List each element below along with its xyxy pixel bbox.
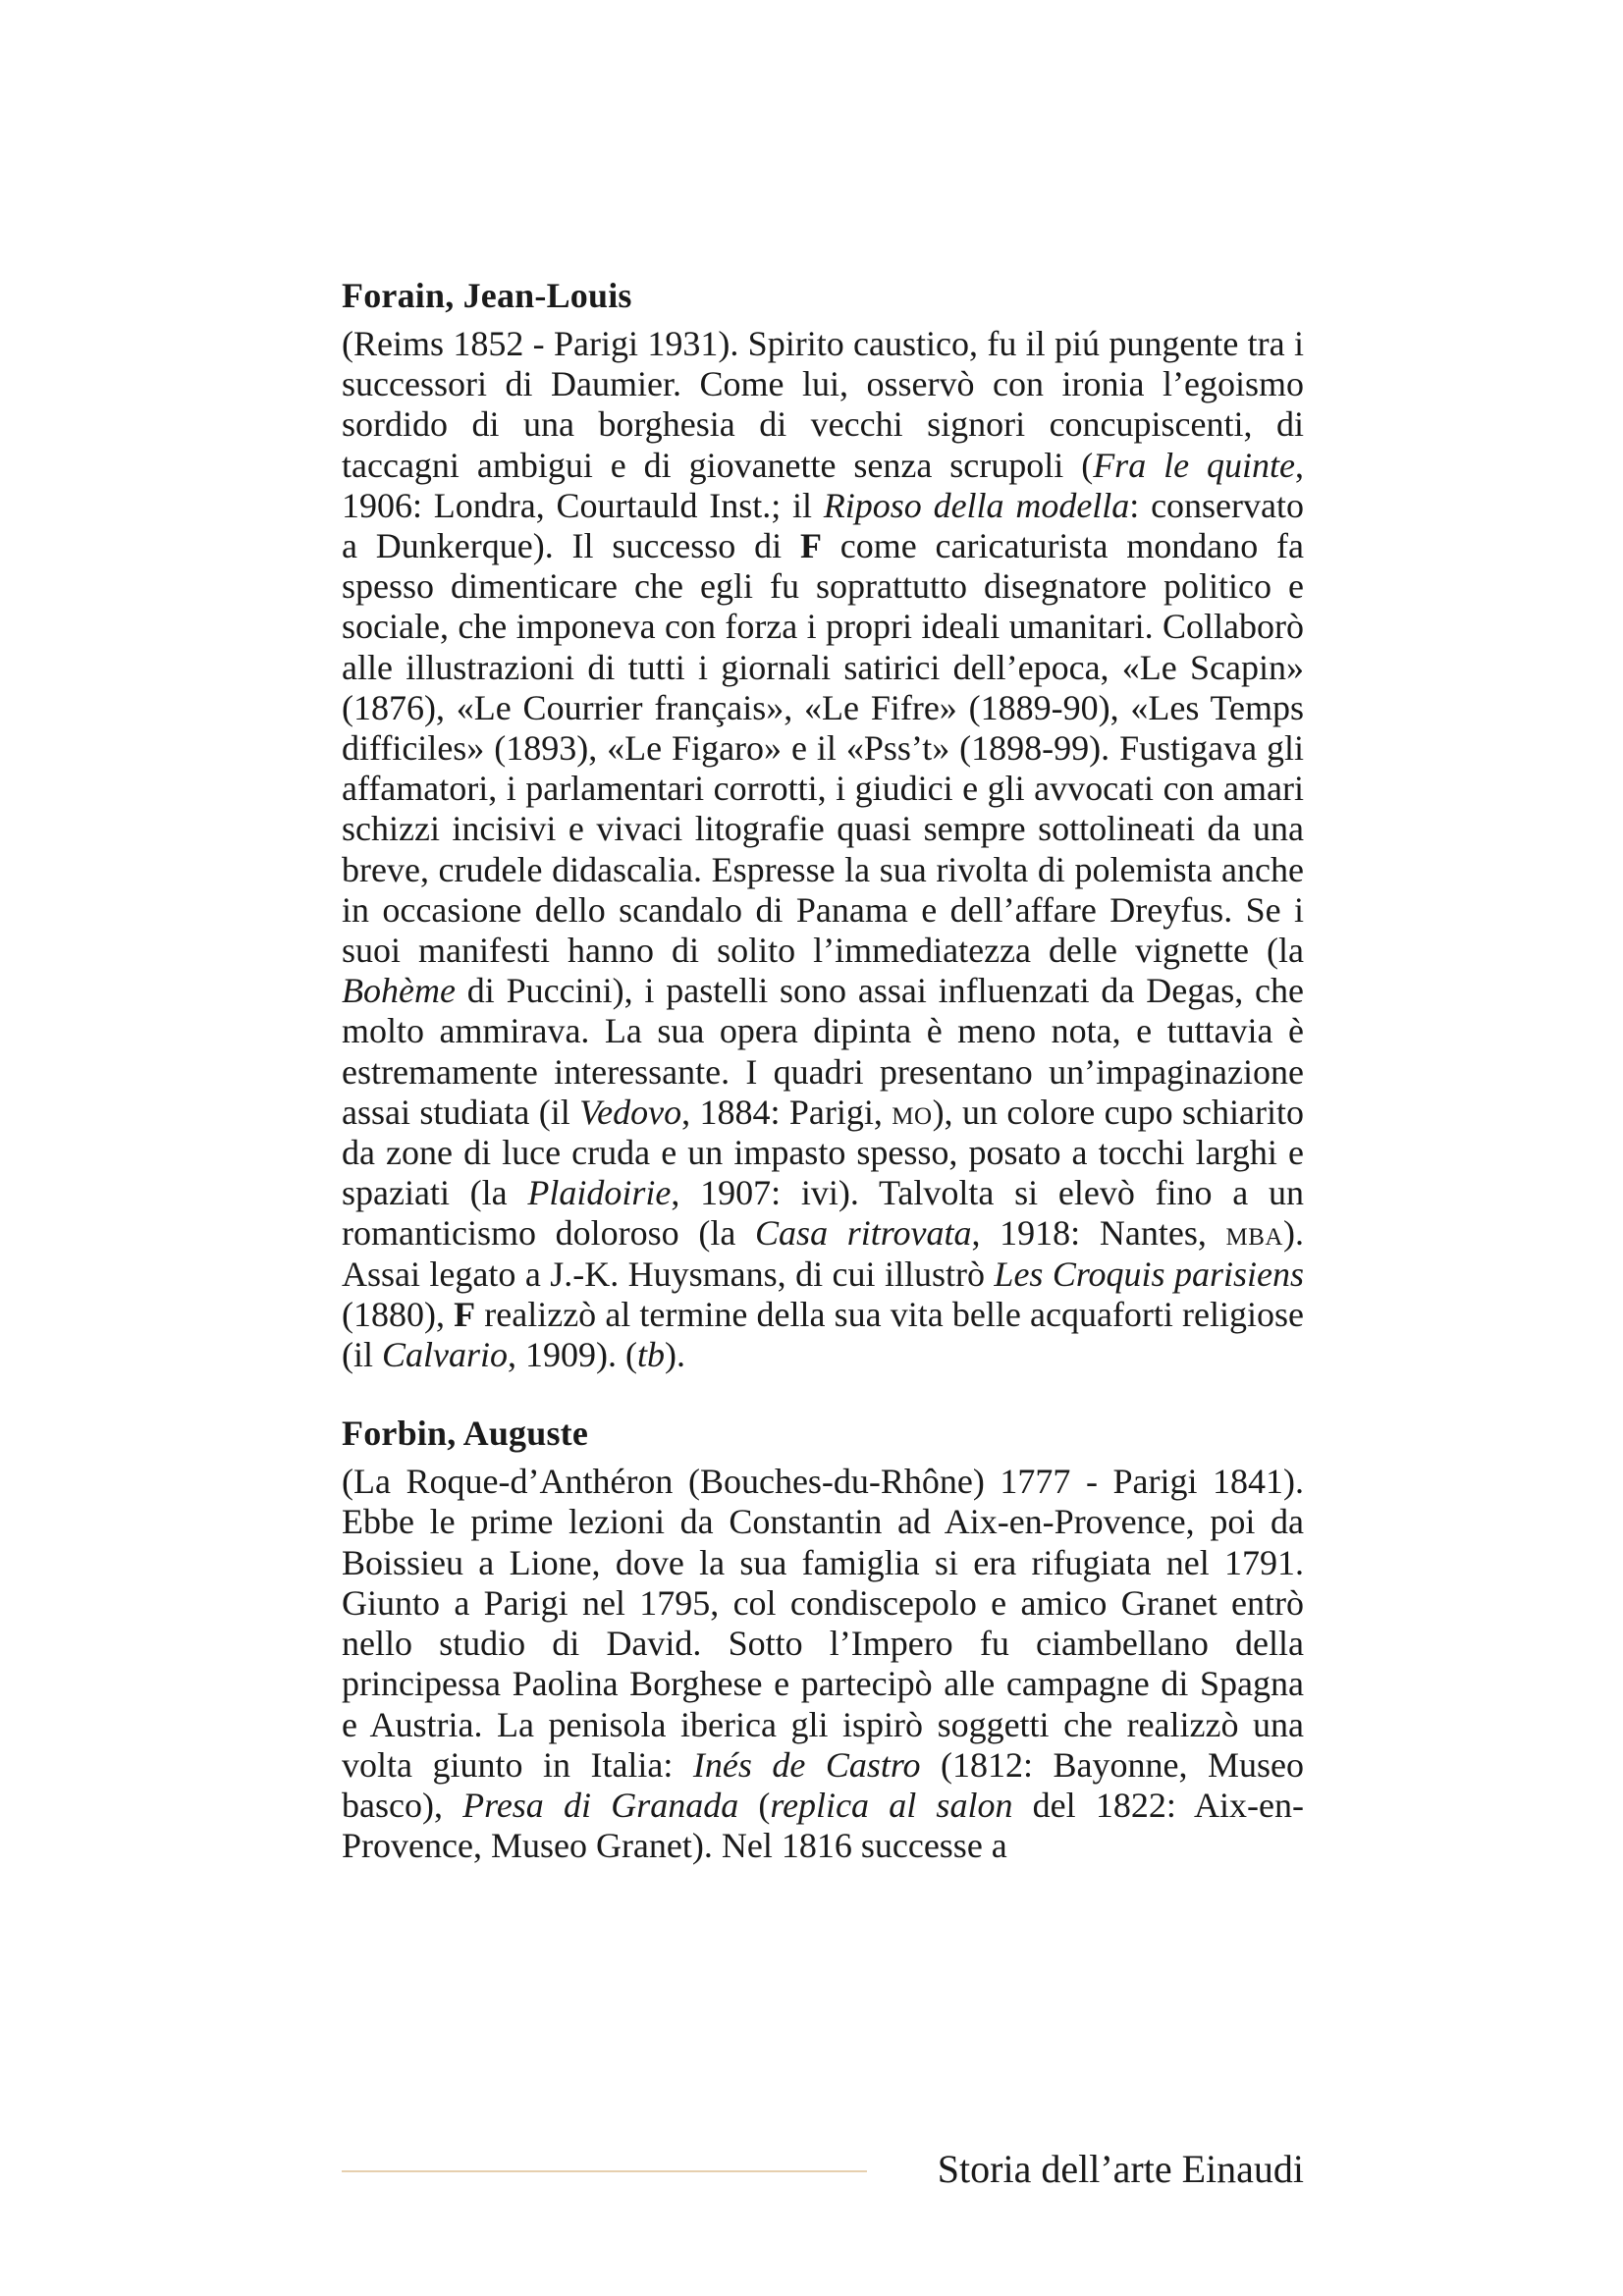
text-run: ( bbox=[738, 1785, 771, 1825]
entry-abbrev: F bbox=[799, 526, 822, 566]
page-footer bbox=[342, 2145, 1304, 2194]
artwork-title: Bohème bbox=[342, 971, 456, 1011]
entry-heading: Forain, Jean-Louis bbox=[342, 276, 632, 315]
museum-abbrev: mo bbox=[892, 1092, 933, 1132]
text-run: del 1822: Aix-en-Provence, Museo Granet). Nel 1816 successe a bbox=[342, 1785, 1304, 1866]
text-run: (Reims 1852 - Parigi 1931). Spirito caustico, fu il piú pungente tra i successori di Daumier. Come lui, osservò con ironia l’egoismo sordido di una borghesia di vecchi signori concupiscenti, di taccagni ambigui e di giovanette senza scrupoli ( bbox=[342, 324, 1304, 485]
artwork-title: Casa ritrovata bbox=[755, 1213, 972, 1254]
text-run: , 1918: Nantes, bbox=[971, 1213, 1226, 1254]
document-body bbox=[342, 273, 1304, 2099]
artwork-title: Presa di Granada bbox=[462, 1785, 739, 1825]
entry-abbrev: F bbox=[454, 1294, 476, 1334]
text-run: (1880), bbox=[342, 1294, 455, 1334]
footer-title: Storia dell’arte Einaudi bbox=[937, 2147, 1304, 2191]
artwork-title: replica al salon bbox=[770, 1785, 1013, 1825]
artwork-title: Les Croquis parisiens bbox=[994, 1254, 1305, 1294]
entry-heading: Forbin, Auguste bbox=[342, 1414, 589, 1454]
text-run: , 1909). ( bbox=[508, 1335, 637, 1375]
text-run: ), un colore cupo schiarito da zone di luce cruda e un impasto spesso, posato a tocchi larghi e spaziati (la bbox=[342, 1092, 1304, 1213]
text-run: , 1907: ivi). Talvolta si elevò fino a un romanticismo doloroso (la bbox=[342, 1173, 1304, 1254]
entry-text bbox=[342, 1462, 1304, 1866]
text-run: ). bbox=[665, 1335, 686, 1375]
text-run: come caricaturista mondano fa spesso dimenticare che egli fu soprattutto disegnatore politico e sociale, che imponeva con forza i propri ideali umanitari. Collaborò alle illustrazioni di tutti i giornali satirici dell’epoca, «Le Scapin» (1876), «Le Courrier français», «Le Fifre» (1889-90), «Les Temps difficiles» (1893), «Le Figaro» e il «Pss’t» (1898-99). Fustigava gli affamatori, i parlamentari corrotti, i giudici e gli avvocati con amari schizzi incisivi e vivaci litografie quasi sempre sottolineati da una breve, crudele didascalia. Espresse la sua rivolta di polemista anche in occasione dello scandalo di Panama e dell’affare Dreyfus. Se i suoi manifesti hanno di solito l’immediatezza delle vignette (la bbox=[342, 526, 1305, 971]
text-run: : conservato a Dunkerque). Il successo di bbox=[342, 485, 1305, 566]
artwork-title: Vedovo bbox=[579, 1092, 682, 1132]
artwork-title: Fra le quinte bbox=[1093, 445, 1295, 485]
text-run: ). Assai legato a J.-K. Huysmans, di cui illustrò bbox=[342, 1213, 1304, 1294]
artwork-title: Calvario bbox=[382, 1335, 509, 1375]
artwork-title: Inés de Castro bbox=[692, 1744, 921, 1785]
footer-rule bbox=[342, 2170, 867, 2172]
text-run: (1812: Bayonne, Museo basco), bbox=[342, 1744, 1304, 1825]
text-run: (La Roque-d’Anthéron (Bouches-du-Rhône) 1777 - Parigi 1841). Ebbe le prime lezioni da Constantin ad Aix-en-Provence, poi da Boissieu a Lione, dove la sua famiglia si era rifugiata nel 1791. Giunto a Parigi nel 1795, col condiscepolo e amico Granet entrò nello studio di David. Sotto l’Impero fu ciambellano della principessa Paolina Borghese e partecipò alle campagne di Spagna e Austria. La penisola iberica gli ispirò soggetti che realizzò una volta giunto in Italia: bbox=[342, 1462, 1304, 1785]
entry-text bbox=[342, 324, 1304, 1375]
entry-forbin bbox=[342, 1411, 1304, 1866]
entry-forain bbox=[342, 273, 1304, 1375]
artwork-title: Plaidoirie bbox=[527, 1173, 672, 1213]
author-initials: tb bbox=[637, 1335, 666, 1375]
text-run: , 1906: Londra, Courtauld Inst.; il bbox=[342, 445, 1304, 525]
text-run: realizzò al termine della sua vita belle acquaforti religiose (il bbox=[342, 1294, 1304, 1375]
artwork-title: Riposo della modella bbox=[823, 485, 1130, 525]
text-run: , 1884: Parigi, bbox=[681, 1092, 893, 1132]
museum-abbrev: mba bbox=[1225, 1213, 1283, 1254]
text-run: di Puccini), i pastelli sono assai influenzati da Degas, che molto ammirava. La sua opera dipinta è meno nota, e tuttavia è estremamente interessante. I quadri presentano un’impaginazione assai studiata (il bbox=[342, 971, 1304, 1132]
